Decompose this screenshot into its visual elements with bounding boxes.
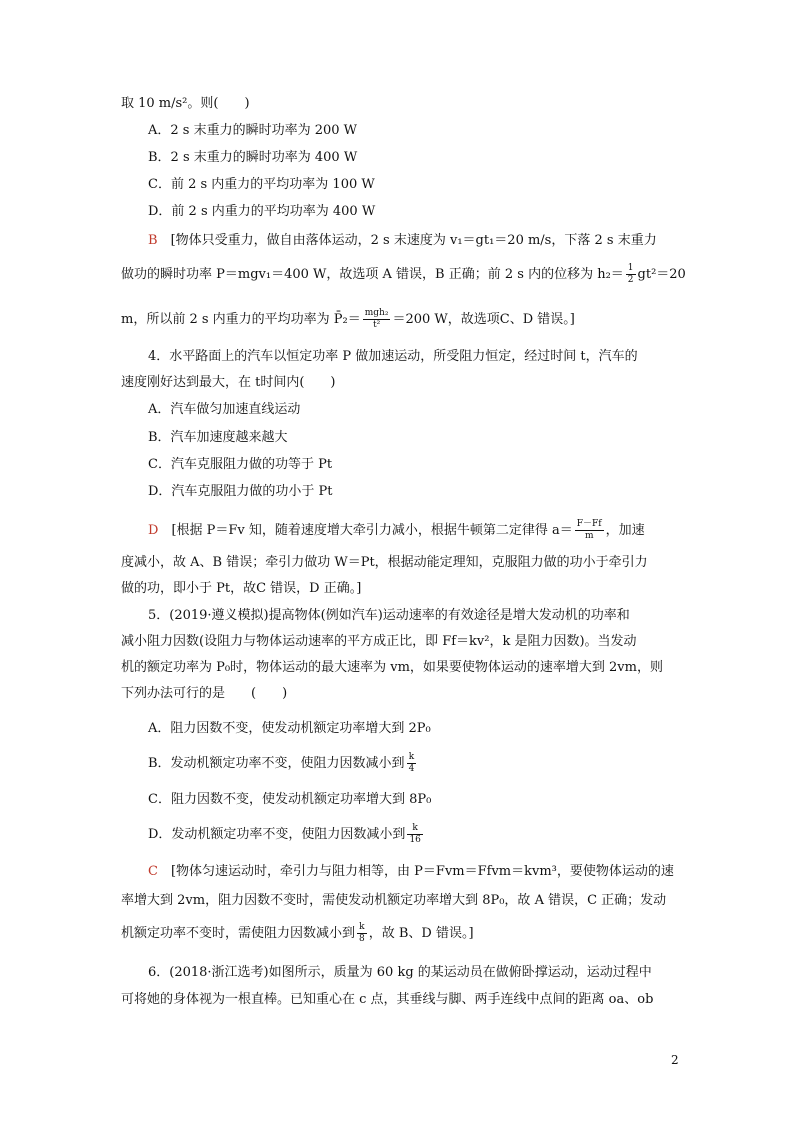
q3-option-b: B．2 s 末重力的瞬时功率为 400 W: [148, 150, 358, 165]
q5-stem-line-4: 下列办法可行的是 ( ): [121, 686, 288, 701]
q3-answer-letter: B: [148, 233, 158, 248]
q4-option-c: C．汽车克服阻力做的功等于 Pt: [148, 457, 333, 472]
q5-solution-line-3: [121, 922, 474, 945]
q3-solution-line-2: [121, 263, 686, 286]
q5-option-d-fraction: [407, 823, 422, 846]
q5-solution-text-1: [物体匀速运动时，牵引力与阻力相等，由 P＝Fvm＝Ffvm＝kvm³，要使物体运动的速: [170, 864, 674, 879]
q4-option-b: B．汽车加速度越来越大: [148, 430, 288, 445]
q5-solution-fraction-den: 8: [359, 934, 365, 944]
q5-option-a: A．阻力因数不变，使发动机额定功率增大到 2P₀: [148, 721, 431, 736]
q4-solution-line-1: [148, 519, 645, 542]
q3-option-a: A．2 s 末重力的瞬时功率为 200 W: [148, 123, 358, 138]
q5-stem-line-3: 机的额定功率为 P₀时，物体运动的最大速率为 vm，如果要使物体运动的速率增大到 2vm，则: [121, 660, 663, 675]
q3-solution-text-3a: m，所以前 2 s 内重力的平均功率为 P̄₂＝: [121, 312, 361, 327]
q3-option-d: D．前 2 s 内重力的平均功率为 400 W: [148, 204, 376, 219]
q4-stem-line-1: 4．水平路面上的汽车以恒定功率 P 做加速运动，所受阻力恒定，经过时间 t，汽车的: [148, 349, 638, 364]
q5-solution-line-1: [148, 862, 674, 882]
q4-stem-line-2: 速度刚好达到最大，在 t时间内( ): [121, 375, 336, 390]
q4-solution-line-3: 做的功，即小于 Pt，故C 错误，D 正确。]: [121, 581, 362, 596]
q3-fraction-half-num: 1: [627, 263, 634, 273]
q3-option-c: C．前 2 s 内重力的平均功率为 100 W: [148, 177, 375, 192]
q6-stem-line-2: 可将她的身体视为一根直棒。已知重心在 c 点，其垂线与脚、两手连线中点间的距离 oa、ob: [121, 992, 654, 1007]
q5-stem-line-2: 减小阻力因数(设阻力与物体运动速率的平方成正比，即 Ff＝kv²，k 是阻力因数)。当发动: [121, 634, 637, 649]
q3-fraction-power-num: mgh₂: [364, 308, 389, 318]
q4-option-d: D．汽车克服阻力做的功小于 Pt: [148, 484, 333, 499]
q3-fraction-half-den: 2: [627, 275, 634, 285]
q6-stem-line-1: 6．(2018·浙江选考)如图所示，质量为 60 kg 的某运动员在做俯卧撑运动，运动过程中: [148, 965, 652, 980]
page-number: 2: [671, 1053, 679, 1067]
q5-option-d-num: k: [407, 823, 422, 835]
q3-fraction-power-den: t²: [373, 320, 381, 330]
q5-solution-fraction: [357, 922, 367, 945]
q4-fraction-accel-den: m: [584, 531, 594, 541]
q5-option-b-num: k: [407, 752, 417, 764]
q5-option-b-fraction: [407, 752, 417, 775]
q4-solution-text-1a: [根据 P＝Fv 知，随着速度增大牵引力减小，根据牛顿第二定律得 a＝: [171, 523, 573, 538]
q5-option-c: C．阻力因数不变，使发动机额定功率增大到 8P₀: [148, 792, 432, 807]
q4-answer-letter: D: [148, 523, 159, 538]
q5-solution-line-2: 率增大到 2vm，阻力因数不变时，需使发动机额定功率增大到 8P₀，故 A 错误，C 正确；发动: [121, 893, 667, 908]
q4-solution-line-2: 度减小，故 A、B 错误；牵引力做功 W＝Pt，根据动能定理知，克服阻力做的功小于牵引力: [121, 555, 648, 570]
q3-solution-line-1: [148, 231, 657, 251]
q5-answer-letter: C: [148, 864, 158, 879]
q3-solution-line-3: [121, 308, 575, 331]
q4-fraction-accel: [575, 519, 604, 542]
q5-option-b-den: 4: [408, 764, 415, 774]
q3-fraction-half: [626, 263, 636, 286]
q4-solution-text-1b: ，加速: [605, 523, 645, 538]
q5-solution-text-3b: ，故 B、D 错误。]: [368, 926, 474, 941]
q4-option-a: A．汽车做匀加速直线运动: [148, 402, 301, 417]
q5-solution-fraction-num: k: [357, 922, 367, 934]
q3-fraction-power: [363, 308, 391, 331]
q5-stem-line-1: 5．(2019·遵义模拟)提高物体(例如汽车)运动速率的有效途径是增大发动机的功率和: [148, 608, 630, 623]
q5-option-d-den: 16: [409, 835, 421, 845]
q5-option-b-text: B．发动机额定功率不变，使阻力因数减小到: [148, 756, 405, 771]
q3-solution-text-1: [物体只受重力，做自由落体运动，2 s 末速度为 v₁＝gt₁＝20 m/s，下落 2 s 末重力: [170, 233, 657, 248]
q5-option-d-text: D．发动机额定功率不变，使阻力因数减小到: [148, 827, 406, 842]
q5-option-d: [148, 823, 425, 846]
q3-intro: 取 10 m/s²。则( ): [121, 96, 250, 111]
q5-solution-text-3a: 机额定功率不变时，需使阻力因数减小到: [121, 926, 356, 941]
q3-solution-text-2b: gt²＝20: [637, 267, 686, 282]
q3-solution-text-3b: ＝200 W，故选项C、D 错误。]: [392, 312, 575, 327]
q5-option-b: [148, 752, 418, 775]
q4-fraction-accel-num: F－Ff: [576, 519, 602, 529]
q3-solution-text-2a: 做功的瞬时功率 P＝mgv₁＝400 W，故选项 A 错误，B 正确；前 2 s 内的位移为 h₂＝: [121, 267, 624, 282]
